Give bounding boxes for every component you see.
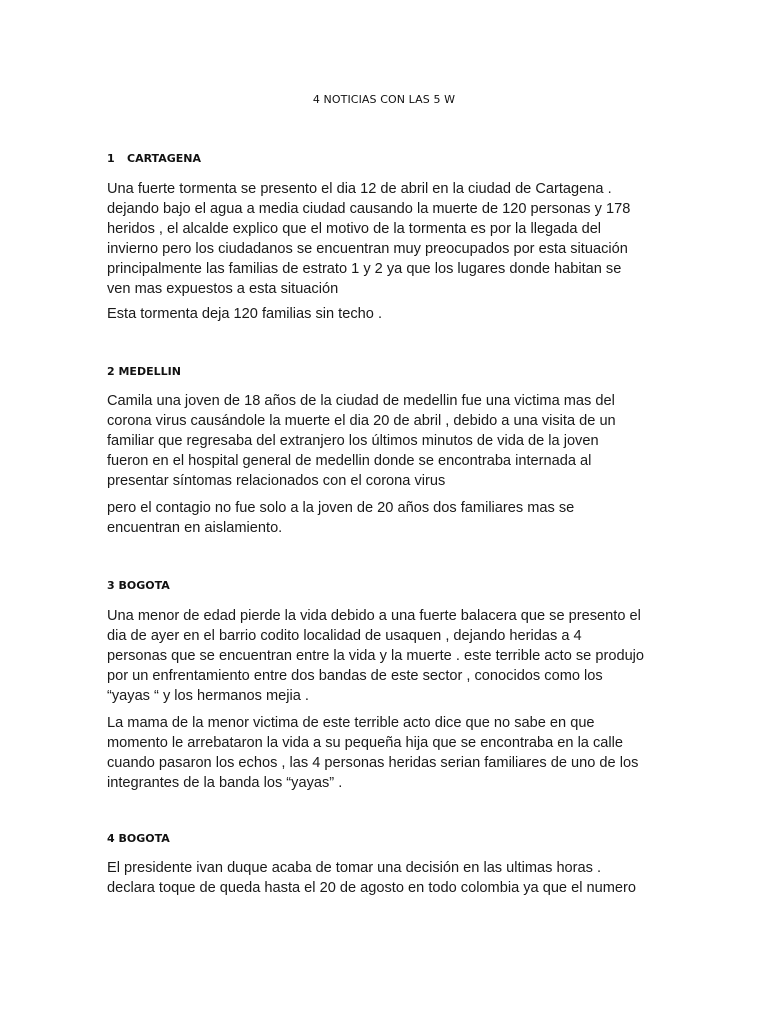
section-heading-bogota-4: 4 BOGOTA [107,832,170,845]
section-heading-cartagena [107,152,201,165]
document-title: 4 NOTICIAS CON LAS 5 W [312,93,456,106]
paragraph-bogota-3-1: Una menor de edad pierde la vida debido a una fuerte balacera que se presento el dia de ayer en el barrio codito localidad de usaquen , dejando heridas a 4 personas que se encuentran entre la vida y la muerte . este terrible acto se produjo por un enfrentamiento entre dos bandas de este sector , conocidos como los “yayas “ y los hermanos mejia . [107,608,645,704]
section-heading-bogota-3: 3 BOGOTA [107,579,170,592]
paragraph-medellin-2: pero el contagio no fue solo a la joven de 20 años dos familiares mas se encuentran en aislamiento. [107,500,575,536]
paragraph-cartagena-1: Una fuerte tormenta se presento el dia 12 de abril en la ciudad de Cartagena . dejando bajo el agua a media ciudad causando la muerte de 120 personas y 178 heridos , el alcalde explico que el motivo de la tormenta es por la llegada del invierno pero los ciudadanos se encuentran muy preocupados por esta situación principalmente las familias de estrato 1 y 2 ya que los lugares donde habitan se ven mas expuestos a esta situación [107,181,631,297]
paragraph-medellin-1: Camila una joven de 18 años de la ciudad de medellin fue una victima mas del corona virus causándole la muerte el dia 20 de abril , debido a una visita de un familiar que regresaba del extranjero los últimos minutos de vida de la joven fueron en el hospital general de medellin donde se encontraba internada al presentar síntomas relacionados con el corona virus [107,393,616,489]
section-heading-medellin: 2 MEDELLIN [107,365,181,378]
paragraph-bogota-3-2: La mama de la menor victima de este terrible acto dice que no sabe en que momento le arrebataron la vida a su pequeña hija que se encontraba en la calle cuando pasaron los echos , las 4 personas heridas serian familiares de uno de los integrantes de la banda los “yayas” . [107,715,639,791]
section-heading-label: CARTAGENA [127,152,201,165]
section-number: 1 [107,152,115,165]
paragraph-cartagena-2: Esta tormenta deja 120 familias sin techo . [107,306,382,322]
paragraph-bogota-4-1: El presidente ivan duque acaba de tomar una decisión en las ultimas horas . declara toque de queda hasta el 20 de agosto en todo colombia ya que el numero [107,860,637,896]
